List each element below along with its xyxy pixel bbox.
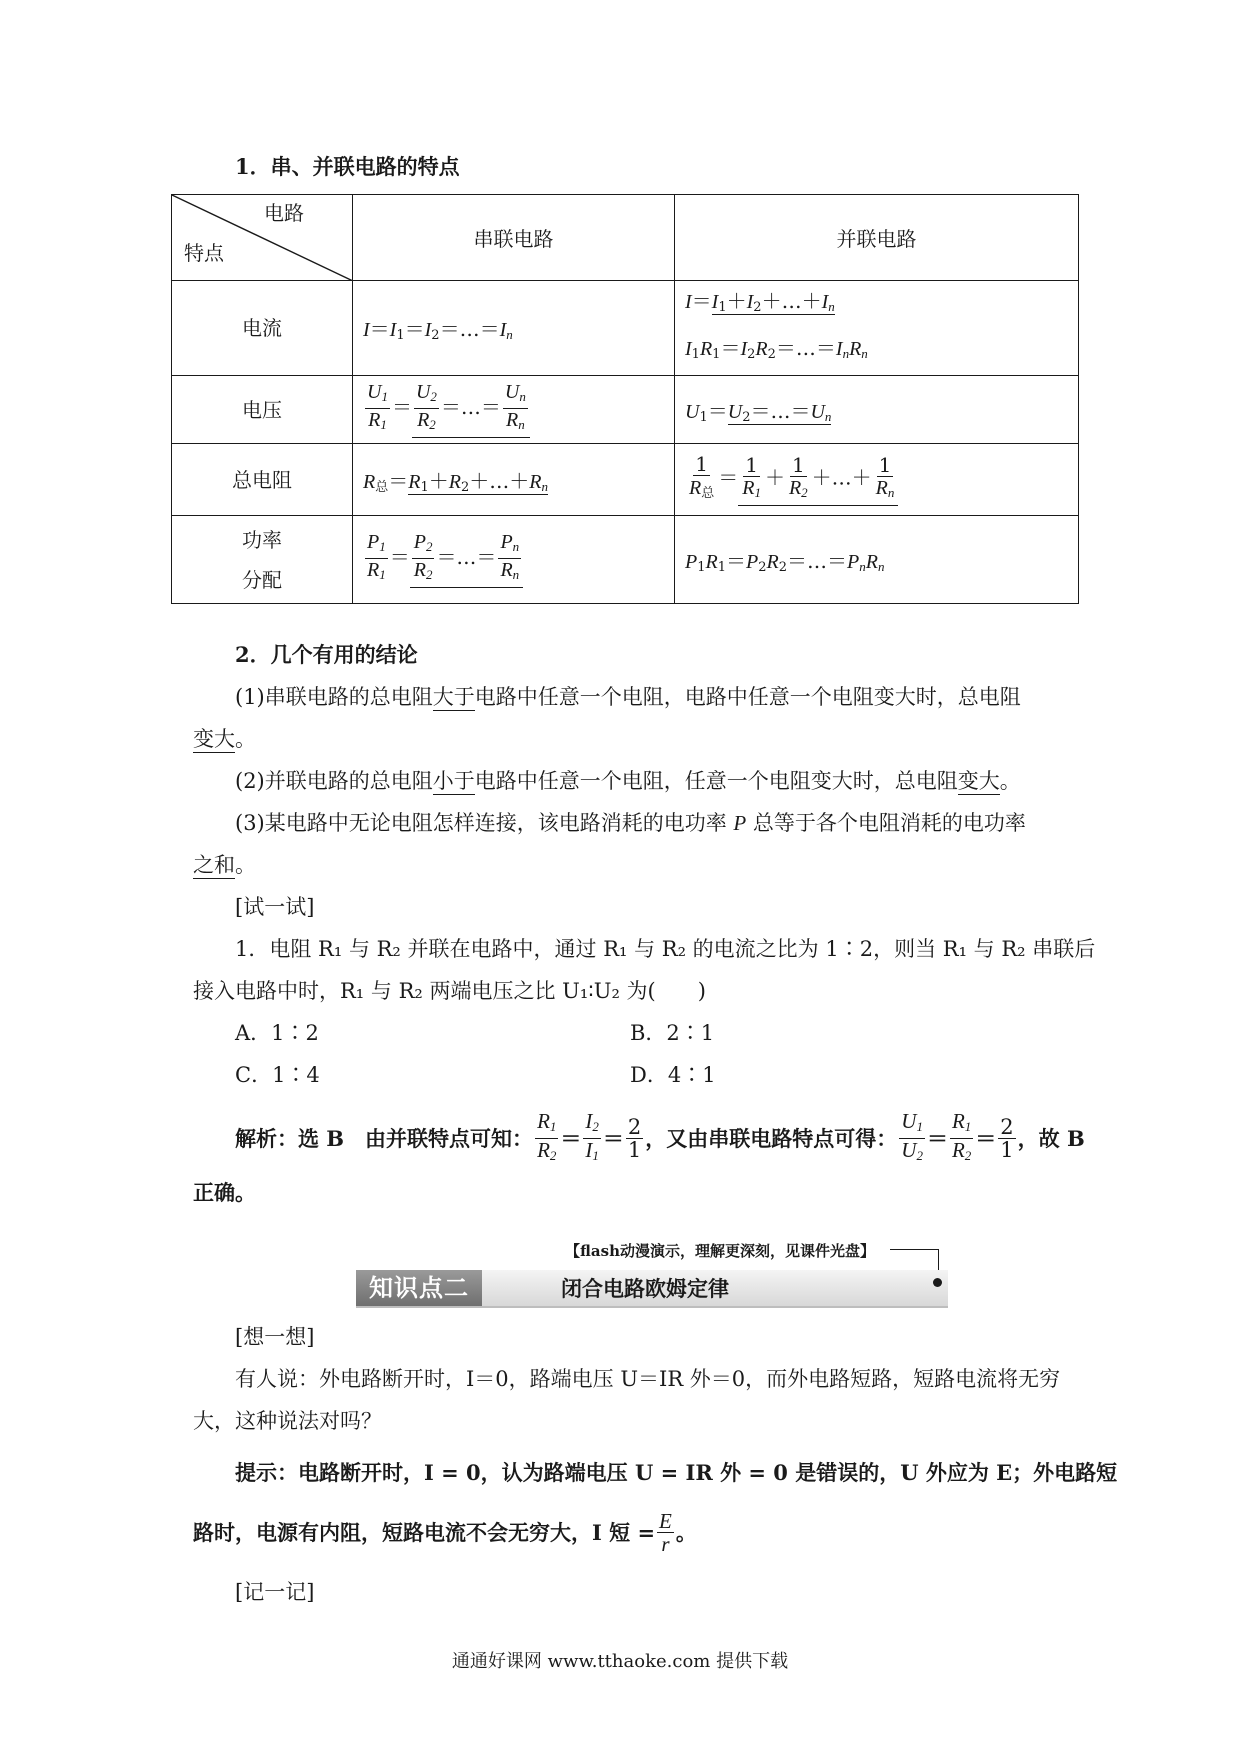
parallel-power-formula: $P_1R_1=P_2R_2=\dots=P_nR_n$ xyxy=(675,516,1079,604)
think-label: [想一想] xyxy=(235,1325,315,1349)
conclusion-3-line1 xyxy=(235,808,1026,838)
banner-dot xyxy=(933,1278,942,1287)
try-question-line1: 1．电阻 R₁ 与 R₂ 并联在电路中，通过 R₁ 与 R₂ 的电流之比为 1∶2，则当 R₁ 与 R₂ 串联后 xyxy=(235,937,1096,961)
header-series: 串联电路 xyxy=(353,195,675,281)
conclusion-3-symbol-p: P xyxy=(733,811,747,835)
think-paragraph-line1: 有人说：外电路断开时，I＝0，路端电压 U＝IR 外＝0，而外电路短路，短路电流将无穷 xyxy=(235,1367,1061,1391)
option-c: C．1∶4 xyxy=(235,1063,320,1087)
remember-label: [记一记] xyxy=(235,1580,315,1604)
try-answer: 解析：选 B 由并联特点可知： $\frac{R_1}{R_2}$ ＝ $\frac{I_2}{I_1}$ ＝ $\frac{2}{1}$ ，又由串联电路特点可得： $\frac{U_1}{U_2}$ ＝ $\frac{R_1}{R_2}$ ＝ $\frac{2}{1}$ ，故 B xyxy=(235,1109,1085,1163)
conclusion-1-text-b: 电路中任意一个电阻，电路中任意一个电阻变大时，总电阻 xyxy=(474,685,1021,709)
row-voltage xyxy=(172,376,1079,444)
try-answer-text-c: ，故 B xyxy=(1017,1125,1085,1151)
hint-line1: 提示：电路断开时，I = 0，认为路端电压 U = IR 外 = 0 是错误的，U 外应为 E；外电路短 xyxy=(235,1460,1118,1485)
hint-end: 。 xyxy=(675,1519,697,1545)
row-power-label-line2: 分配 xyxy=(242,567,282,592)
row-power xyxy=(172,516,1079,604)
series-current-formula: $I=I_1=I_2=\dots=I_n$ xyxy=(353,281,675,376)
try-label: [试一试] xyxy=(235,895,315,919)
series-power-formula: $\frac{P_1}{R_1}$ ＝ $\frac{P_2}{R_2}$ ＝…＝ $\frac{P_n}{R_n}$ xyxy=(353,516,675,604)
corner-top-label: 电路 xyxy=(264,201,304,225)
conclusion-1-line1 xyxy=(235,682,1021,712)
section2-heading: 2．几个有用的结论 xyxy=(235,642,418,667)
parallel-current-formula: $I=I_1+I_2+\dots+I_n$ $I_1R_1=I_2R_2=\dots=I_nR_n$ xyxy=(675,281,1079,376)
conclusion-1-text-a: (1)串联电路的总电阻 xyxy=(235,685,433,709)
conclusion-1-answer-2: 变大 xyxy=(193,727,235,751)
row-resistance xyxy=(172,444,1079,516)
conclusion-2-answer-1: 小于 xyxy=(432,769,475,793)
parallel-voltage-formula: $U_1=U_2=\dots=U_n$ xyxy=(675,376,1079,444)
try-answer-text-a: 解析：选 B 由并联特点可知： xyxy=(235,1125,534,1151)
banner-note: 【flash动漫演示，理解更深刻，见课件光盘】 xyxy=(565,1242,875,1260)
hint-line2-text: 路时，电源有内阻，短路电流不会无穷大，I 短 = xyxy=(193,1519,656,1545)
hint-line2 xyxy=(193,1510,697,1555)
knowledge-point-banner xyxy=(356,1270,948,1308)
row-current xyxy=(172,281,1079,376)
conclusion-2-end: 。 xyxy=(999,769,1021,793)
hint-fraction-denominator: r xyxy=(661,1532,670,1556)
banner-title: 闭合电路欧姆定律 xyxy=(561,1276,729,1301)
table-header-row xyxy=(172,195,1079,281)
conclusion-3-end: 。 xyxy=(235,853,256,877)
conclusion-3-text-b: 总等于各个电阻消耗的电功率 xyxy=(746,811,1026,835)
try-answer-text-b: ，又由串联电路特点可得： xyxy=(645,1125,898,1151)
conclusion-2 xyxy=(235,766,1021,796)
conclusion-3-answer: 之和 xyxy=(193,853,235,877)
row-voltage-label: 电压 xyxy=(172,376,353,444)
header-parallel: 并联电路 xyxy=(675,195,1079,281)
conclusion-2-answer-2: 变大 xyxy=(957,769,1000,793)
conclusion-1-answer-1: 大于 xyxy=(432,685,475,709)
conclusion-1-end: 。 xyxy=(235,727,256,751)
row-power-label xyxy=(172,516,353,604)
try-answer-end: 正确。 xyxy=(193,1180,256,1205)
table-corner-cell xyxy=(172,195,353,281)
try-question-line2: 接入电路中时，R₁ 与 R₂ 两端电压之比 U₁∶U₂ 为( ) xyxy=(193,979,706,1003)
hint-fraction-numerator: E xyxy=(659,1509,672,1533)
row-power-label-line1: 功率 xyxy=(242,527,282,552)
conclusion-2-text-a: (2)并联电路的总电阻 xyxy=(235,769,433,793)
series-resistance-formula: $R_总=R_1+R_2+\dots+R_n$ xyxy=(353,444,675,516)
conclusion-1-line2 xyxy=(193,724,256,754)
option-b: B．2∶1 xyxy=(630,1021,715,1045)
section1-heading: 1．串、并联电路的特点 xyxy=(235,154,460,179)
think-paragraph-line2: 大，这种说法对吗？ xyxy=(193,1409,382,1433)
corner-bottom-label: 特点 xyxy=(184,241,224,265)
circuit-characteristics-table xyxy=(171,194,1079,604)
parallel-resistance-formula: $\frac{1}{R_总}$ ＝ $\frac{1}{R_1}$ ＋ $\frac{1}{R_2}$ ＋…＋ $\frac{1}{R_n}$ xyxy=(675,444,1079,516)
conclusion-3-text-a: (3)某电路中无论电阻怎样连接，该电路消耗的电功率 xyxy=(235,811,734,835)
option-a: A．1∶2 xyxy=(235,1021,319,1045)
banner-tag: 知识点二 xyxy=(356,1270,482,1306)
option-d: D．4∶1 xyxy=(630,1063,716,1087)
conclusion-2-text-b: 电路中任意一个电阻，任意一个电阻变大时，总电阻 xyxy=(474,769,958,793)
conclusion-3-line2 xyxy=(193,850,256,880)
series-voltage-formula: $\frac{U_1}{R_1}$ ＝ $\frac{U_2}{R_2}$ ＝…＝ $\frac{U_n}{R_n}$ xyxy=(353,376,675,444)
row-current-label: 电流 xyxy=(172,281,353,376)
row-resistance-label: 总电阻 xyxy=(172,444,353,516)
page-footer: 通通好课网 www.tthaoke.com 提供下载 xyxy=(451,1651,789,1672)
